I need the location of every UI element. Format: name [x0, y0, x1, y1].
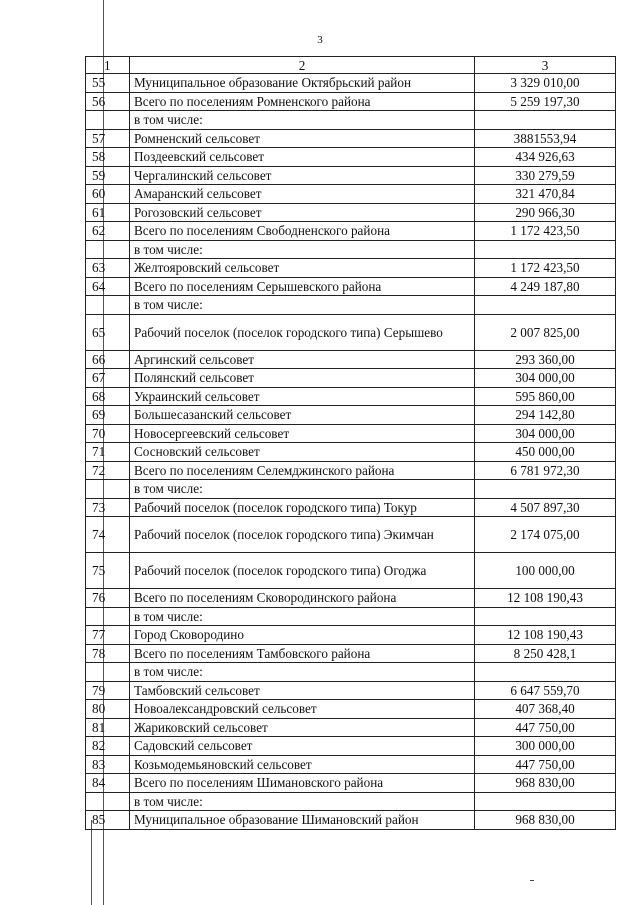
row-name-cell: в том числе: [130, 792, 475, 811]
row-name-cell: Новоалександровский сельсовет [130, 700, 475, 719]
row-number-cell: 82 [86, 737, 130, 756]
row-amount-cell: 6 647 559,70 [475, 681, 616, 700]
table-row [86, 350, 616, 369]
table-row [86, 517, 616, 553]
table-row [86, 626, 616, 645]
row-amount-cell [475, 792, 616, 811]
table-row [86, 607, 616, 626]
table-row [86, 92, 616, 111]
table-row [86, 259, 616, 278]
row-number-cell: 67 [86, 369, 130, 388]
row-number-cell: 55 [86, 74, 130, 93]
margin-line-lower [91, 820, 92, 905]
table-row [86, 681, 616, 700]
row-amount-cell: 450 000,00 [475, 443, 616, 462]
row-name-cell: Всего по поселениям Свободненского района [130, 222, 475, 241]
row-name-cell: в том числе: [130, 607, 475, 626]
row-name-cell: Муниципальное образование Шимановский район [130, 811, 475, 830]
row-amount-cell: 407 368,40 [475, 700, 616, 719]
row-number-cell: 72 [86, 461, 130, 480]
row-amount-cell [475, 663, 616, 682]
table-row [86, 296, 616, 315]
row-number-cell: 56 [86, 92, 130, 111]
row-name-cell: Ромненский сельсовет [130, 129, 475, 148]
row-name-cell: Город Сковородино [130, 626, 475, 645]
row-number-cell: 59 [86, 166, 130, 185]
row-name-cell: Украинский сельсовет [130, 387, 475, 406]
row-amount-cell: 304 000,00 [475, 424, 616, 443]
row-amount-cell: 595 860,00 [475, 387, 616, 406]
row-name-cell: Рабочий поселок (поселок городского типа) Экимчан [130, 517, 475, 553]
table-row [86, 443, 616, 462]
row-number-cell: 69 [86, 406, 130, 425]
row-amount-cell: 330 279,59 [475, 166, 616, 185]
table-row [86, 589, 616, 608]
row-number-cell: 58 [86, 148, 130, 167]
table-row [86, 203, 616, 222]
table-row [86, 369, 616, 388]
row-number-cell: 81 [86, 718, 130, 737]
row-amount-cell: 12 108 190,43 [475, 589, 616, 608]
row-amount-cell: 3881553,94 [475, 129, 616, 148]
table-row [86, 644, 616, 663]
row-name-cell: Козьмодемьяновский сельсовет [130, 755, 475, 774]
row-amount-cell: 293 360,00 [475, 350, 616, 369]
row-number-cell [86, 607, 130, 626]
row-name-cell: Сосновский сельсовет [130, 443, 475, 462]
header-col-3: 3 [475, 57, 616, 74]
row-name-cell: Рогозовский сельсовет [130, 203, 475, 222]
row-name-cell: Рабочий поселок (поселок городского типа) Серышево [130, 314, 475, 350]
row-amount-cell: 434 926,63 [475, 148, 616, 167]
row-amount-cell: 12 108 190,43 [475, 626, 616, 645]
table-row [86, 406, 616, 425]
row-amount-cell: 1 172 423,50 [475, 222, 616, 241]
table-row [86, 718, 616, 737]
row-name-cell: в том числе: [130, 663, 475, 682]
table-row [86, 222, 616, 241]
table-row [86, 663, 616, 682]
table-row [86, 498, 616, 517]
row-amount-cell [475, 111, 616, 130]
row-name-cell: Всего по поселениям Ромненского района [130, 92, 475, 111]
table-row [86, 314, 616, 350]
row-number-cell [86, 240, 130, 259]
row-amount-cell: 3 329 010,00 [475, 74, 616, 93]
table-row [86, 480, 616, 499]
row-name-cell: Рабочий поселок (поселок городского типа) Токур [130, 498, 475, 517]
row-number-cell: 78 [86, 644, 130, 663]
table-row [86, 737, 616, 756]
table-header-row [86, 57, 616, 74]
row-number-cell: 66 [86, 350, 130, 369]
row-name-cell: Всего по поселениям Сковородинского района [130, 589, 475, 608]
row-amount-cell: 1 172 423,50 [475, 259, 616, 278]
table-row [86, 387, 616, 406]
row-number-cell: 61 [86, 203, 130, 222]
row-name-cell: Жариковский сельсовет [130, 718, 475, 737]
row-number-cell: 57 [86, 129, 130, 148]
row-name-cell: Рабочий поселок (поселок городского типа) Огоджа [130, 553, 475, 589]
row-name-cell: Желтояровский сельсовет [130, 259, 475, 278]
row-name-cell: Аргинский сельсовет [130, 350, 475, 369]
table-row [86, 461, 616, 480]
table-row [86, 277, 616, 296]
allocation-table [85, 56, 616, 830]
row-name-cell: Новосергеевский сельсовет [130, 424, 475, 443]
row-name-cell: в том числе: [130, 480, 475, 499]
table-row [86, 424, 616, 443]
header-col-1: 1 [86, 57, 130, 74]
row-number-cell [86, 792, 130, 811]
row-name-cell: Тамбовский сельсовет [130, 681, 475, 700]
row-amount-cell: 294 142,80 [475, 406, 616, 425]
row-number-cell: 63 [86, 259, 130, 278]
row-name-cell: Амаранский сельсовет [130, 185, 475, 204]
row-amount-cell [475, 607, 616, 626]
row-amount-cell: 290 966,30 [475, 203, 616, 222]
row-number-cell: 73 [86, 498, 130, 517]
row-number-cell: 68 [86, 387, 130, 406]
scan-speck [530, 880, 534, 881]
row-number-cell: 84 [86, 774, 130, 793]
row-number-cell [86, 296, 130, 315]
row-amount-cell [475, 480, 616, 499]
table-row [86, 553, 616, 589]
row-number-cell [86, 480, 130, 499]
row-amount-cell [475, 296, 616, 315]
row-name-cell: Всего по поселениям Шимановского района [130, 774, 475, 793]
row-number-cell: 64 [86, 277, 130, 296]
row-name-cell: в том числе: [130, 240, 475, 259]
row-number-cell: 76 [86, 589, 130, 608]
row-name-cell: Всего по поселениям Селемджинского района [130, 461, 475, 480]
row-number-cell: 80 [86, 700, 130, 719]
table-row [86, 774, 616, 793]
row-number-cell [86, 111, 130, 130]
table-row [86, 166, 616, 185]
table-row [86, 240, 616, 259]
row-name-cell: Полянский сельсовет [130, 369, 475, 388]
page-number: 3 [317, 34, 323, 46]
row-amount-cell: 100 000,00 [475, 553, 616, 589]
table-row [86, 185, 616, 204]
row-number-cell: 74 [86, 517, 130, 553]
row-name-cell: Чергалинский сельсовет [130, 166, 475, 185]
row-amount-cell: 4 249 187,80 [475, 277, 616, 296]
row-amount-cell: 6 781 972,30 [475, 461, 616, 480]
row-name-cell: Всего по поселениям Серышевского района [130, 277, 475, 296]
row-name-cell: Большесазанский сельсовет [130, 406, 475, 425]
row-name-cell: Всего по поселениям Тамбовского района [130, 644, 475, 663]
row-amount-cell: 300 000,00 [475, 737, 616, 756]
table-body [86, 57, 616, 830]
row-amount-cell: 321 470,84 [475, 185, 616, 204]
row-number-cell: 60 [86, 185, 130, 204]
table-row [86, 74, 616, 93]
table-row [86, 792, 616, 811]
row-number-cell: 75 [86, 553, 130, 589]
table-row [86, 700, 616, 719]
table-row [86, 129, 616, 148]
row-amount-cell: 2 007 825,00 [475, 314, 616, 350]
row-amount-cell: 447 750,00 [475, 718, 616, 737]
row-amount-cell: 968 830,00 [475, 811, 616, 830]
row-amount-cell: 2 174 075,00 [475, 517, 616, 553]
row-name-cell: Поздеевский сельсовет [130, 148, 475, 167]
row-number-cell: 83 [86, 755, 130, 774]
row-amount-cell [475, 240, 616, 259]
row-name-cell: в том числе: [130, 296, 475, 315]
row-number-cell: 70 [86, 424, 130, 443]
row-number-cell [86, 663, 130, 682]
row-amount-cell: 968 830,00 [475, 774, 616, 793]
table-row [86, 148, 616, 167]
row-number-cell: 85 [86, 811, 130, 830]
table-row [86, 811, 616, 830]
row-number-cell: 79 [86, 681, 130, 700]
row-name-cell: Муниципальное образование Октябрьский район [130, 74, 475, 93]
row-amount-cell: 304 000,00 [475, 369, 616, 388]
table-row [86, 111, 616, 130]
row-number-cell: 77 [86, 626, 130, 645]
row-amount-cell: 5 259 197,30 [475, 92, 616, 111]
header-col-2: 2 [130, 57, 475, 74]
row-amount-cell: 447 750,00 [475, 755, 616, 774]
table-row [86, 755, 616, 774]
row-amount-cell: 4 507 897,30 [475, 498, 616, 517]
row-amount-cell: 8 250 428,1 [475, 644, 616, 663]
row-name-cell: Садовский сельсовет [130, 737, 475, 756]
row-number-cell: 65 [86, 314, 130, 350]
row-name-cell: в том числе: [130, 111, 475, 130]
row-number-cell: 62 [86, 222, 130, 241]
row-number-cell: 71 [86, 443, 130, 462]
